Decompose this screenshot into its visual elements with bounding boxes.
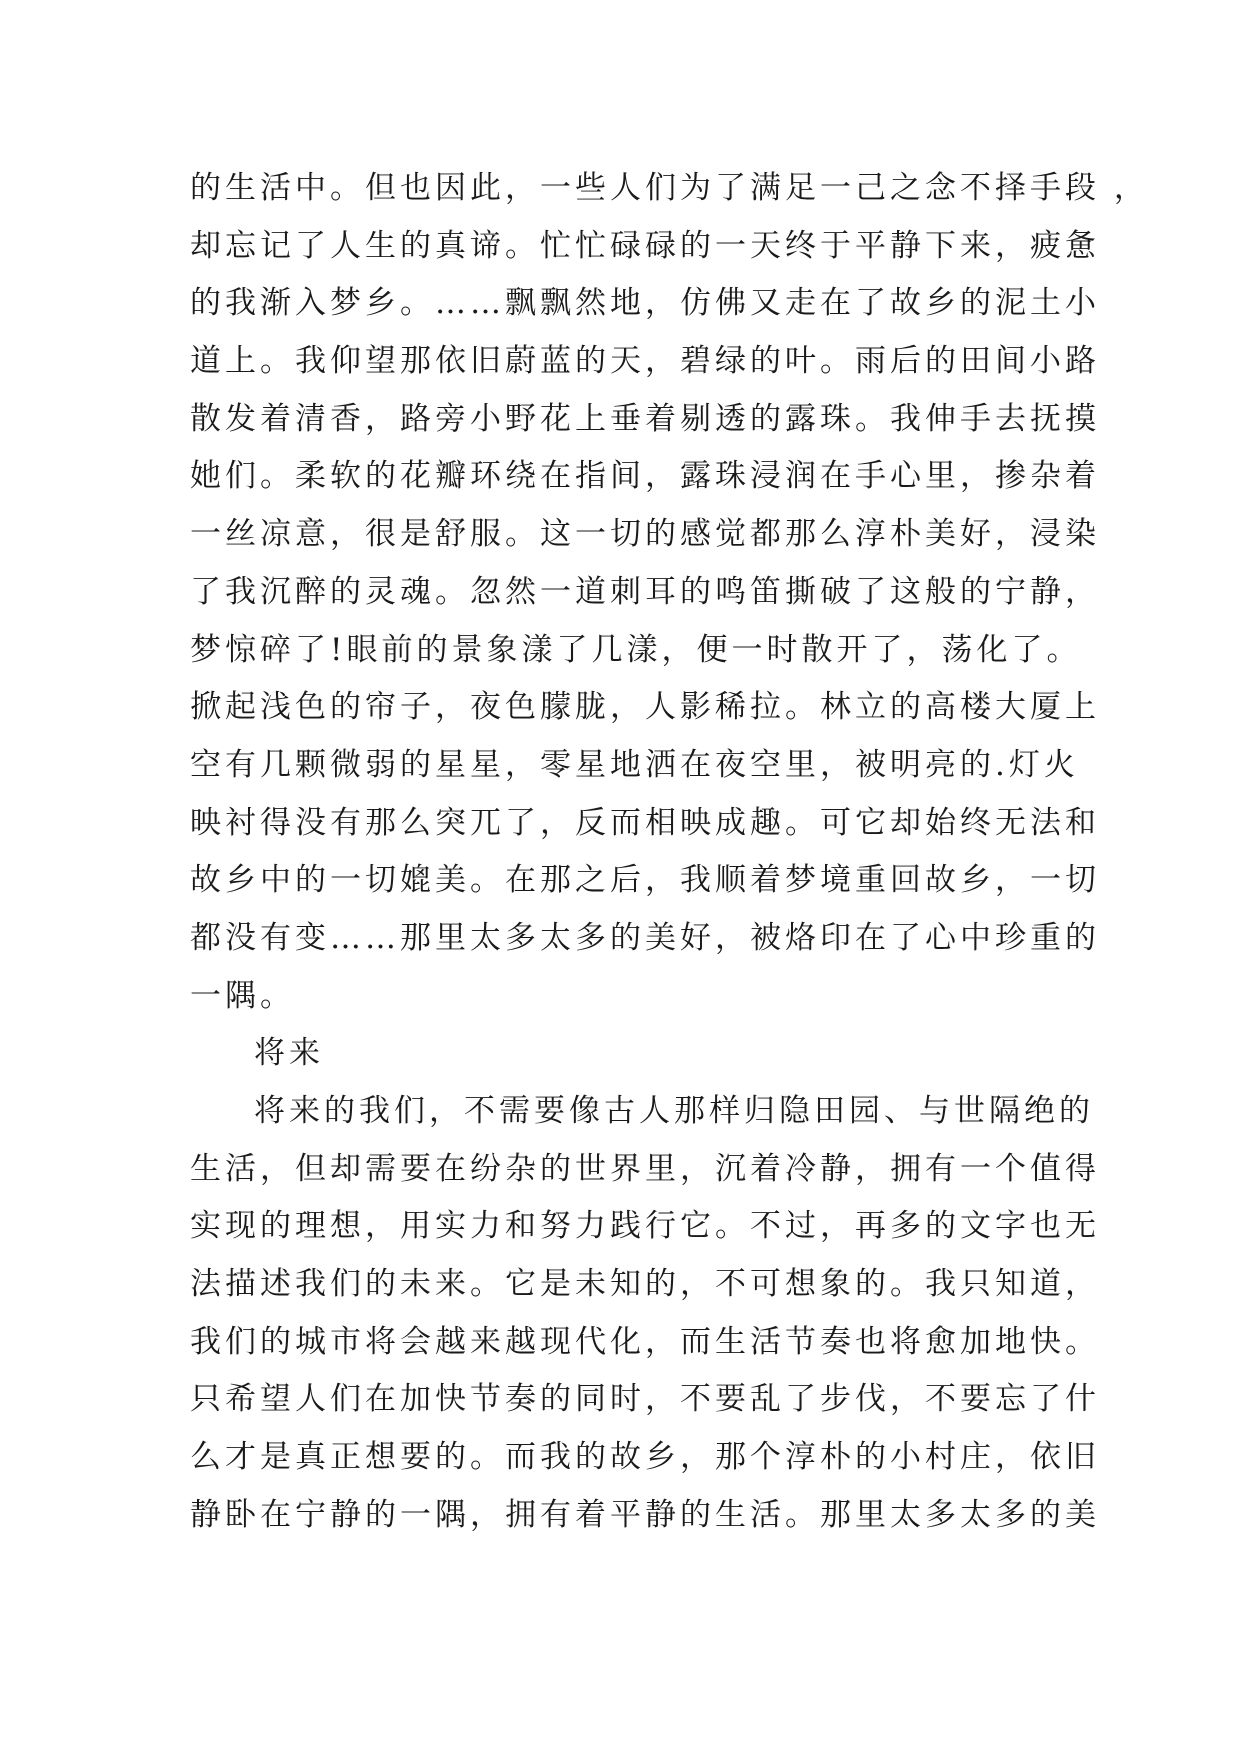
text-line: 道上。我仰望那依旧蔚蓝的天，碧绿的叶。雨后的田间小路 bbox=[190, 343, 1100, 380]
text-line: 我们的城市将会越来越现代化，而生活节奏也将愈加地快。 bbox=[190, 1323, 1100, 1360]
text-line: 都没有变……那里太多太多的美好，被烙印在了心中珍重的 bbox=[190, 919, 1100, 956]
text-line: 了我沉醉的灵魂。忽然一道刺耳的鸣笛撕破了这般的宁静， bbox=[190, 573, 1100, 610]
text-line: 空有几颗微弱的星星，零星地洒在夜空里，被明亮的.灯火 bbox=[190, 746, 1079, 783]
text-line: 法描述我们的未来。它是未知的，不可想象的。我只知道， bbox=[190, 1266, 1100, 1303]
text-line: 故乡中的一切媲美。在那之后，我顺着梦境重回故乡，一切 bbox=[190, 862, 1100, 899]
text-line: 一隅。 bbox=[190, 977, 295, 1014]
text-line: 生活，但却需要在纷杂的世界里，沉着冷静，拥有一个值得 bbox=[190, 1150, 1100, 1187]
text-line: 只希望人们在加快节奏的同时，不要乱了步伐，不要忘了什 bbox=[190, 1381, 1100, 1418]
text-line: 将来的我们，不需要像古人那样归隐田园、与世隔绝的 bbox=[254, 1093, 1094, 1129]
body-text bbox=[190, 160, 1149, 1545]
text-line: 梦惊碎了!眼前的景象漾了几漾，便一时散开了，荡化了。 bbox=[190, 631, 1082, 668]
text-line: 掀起浅色的帘子，夜色朦胧，人影稀拉。林立的高楼大厦上 bbox=[190, 689, 1100, 726]
text-line: 散发着清香，路旁小野花上垂着剔透的露珠。我伸手去抚摸 bbox=[190, 400, 1100, 437]
text-line: 却忘记了人生的真谛。忙忙碌碌的一天终于平静下来，疲惫 bbox=[190, 227, 1100, 264]
text-line: 她们。柔软的花瓣环绕在指间，露珠浸润在手心里，掺杂着 bbox=[190, 458, 1100, 495]
text-line: 实现的理想，用实力和努力践行它。不过，再多的文字也无 bbox=[190, 1208, 1100, 1245]
text-line: 的我渐入梦乡。……飘飘然地，仿佛又走在了故乡的泥土小 bbox=[190, 285, 1100, 322]
text-line: 一丝凉意，很是舒服。这一切的感觉都那么淳朴美好，浸染 bbox=[190, 516, 1100, 553]
text-line: 么才是真正想要的。而我的故乡，那个淳朴的小村庄，依旧 bbox=[190, 1439, 1100, 1476]
text-line: 的生活中。但也因此，一些人们为了满足一己之念不择手段 ， bbox=[190, 170, 1149, 206]
section-heading: 将来 bbox=[254, 1035, 324, 1072]
text-line: 映衬得没有那么突兀了，反而相映成趣。可它却始终无法和 bbox=[190, 804, 1100, 841]
text-line: 静卧在宁静的一隅，拥有着平静的生活。那里太多太多的美 bbox=[190, 1496, 1100, 1533]
